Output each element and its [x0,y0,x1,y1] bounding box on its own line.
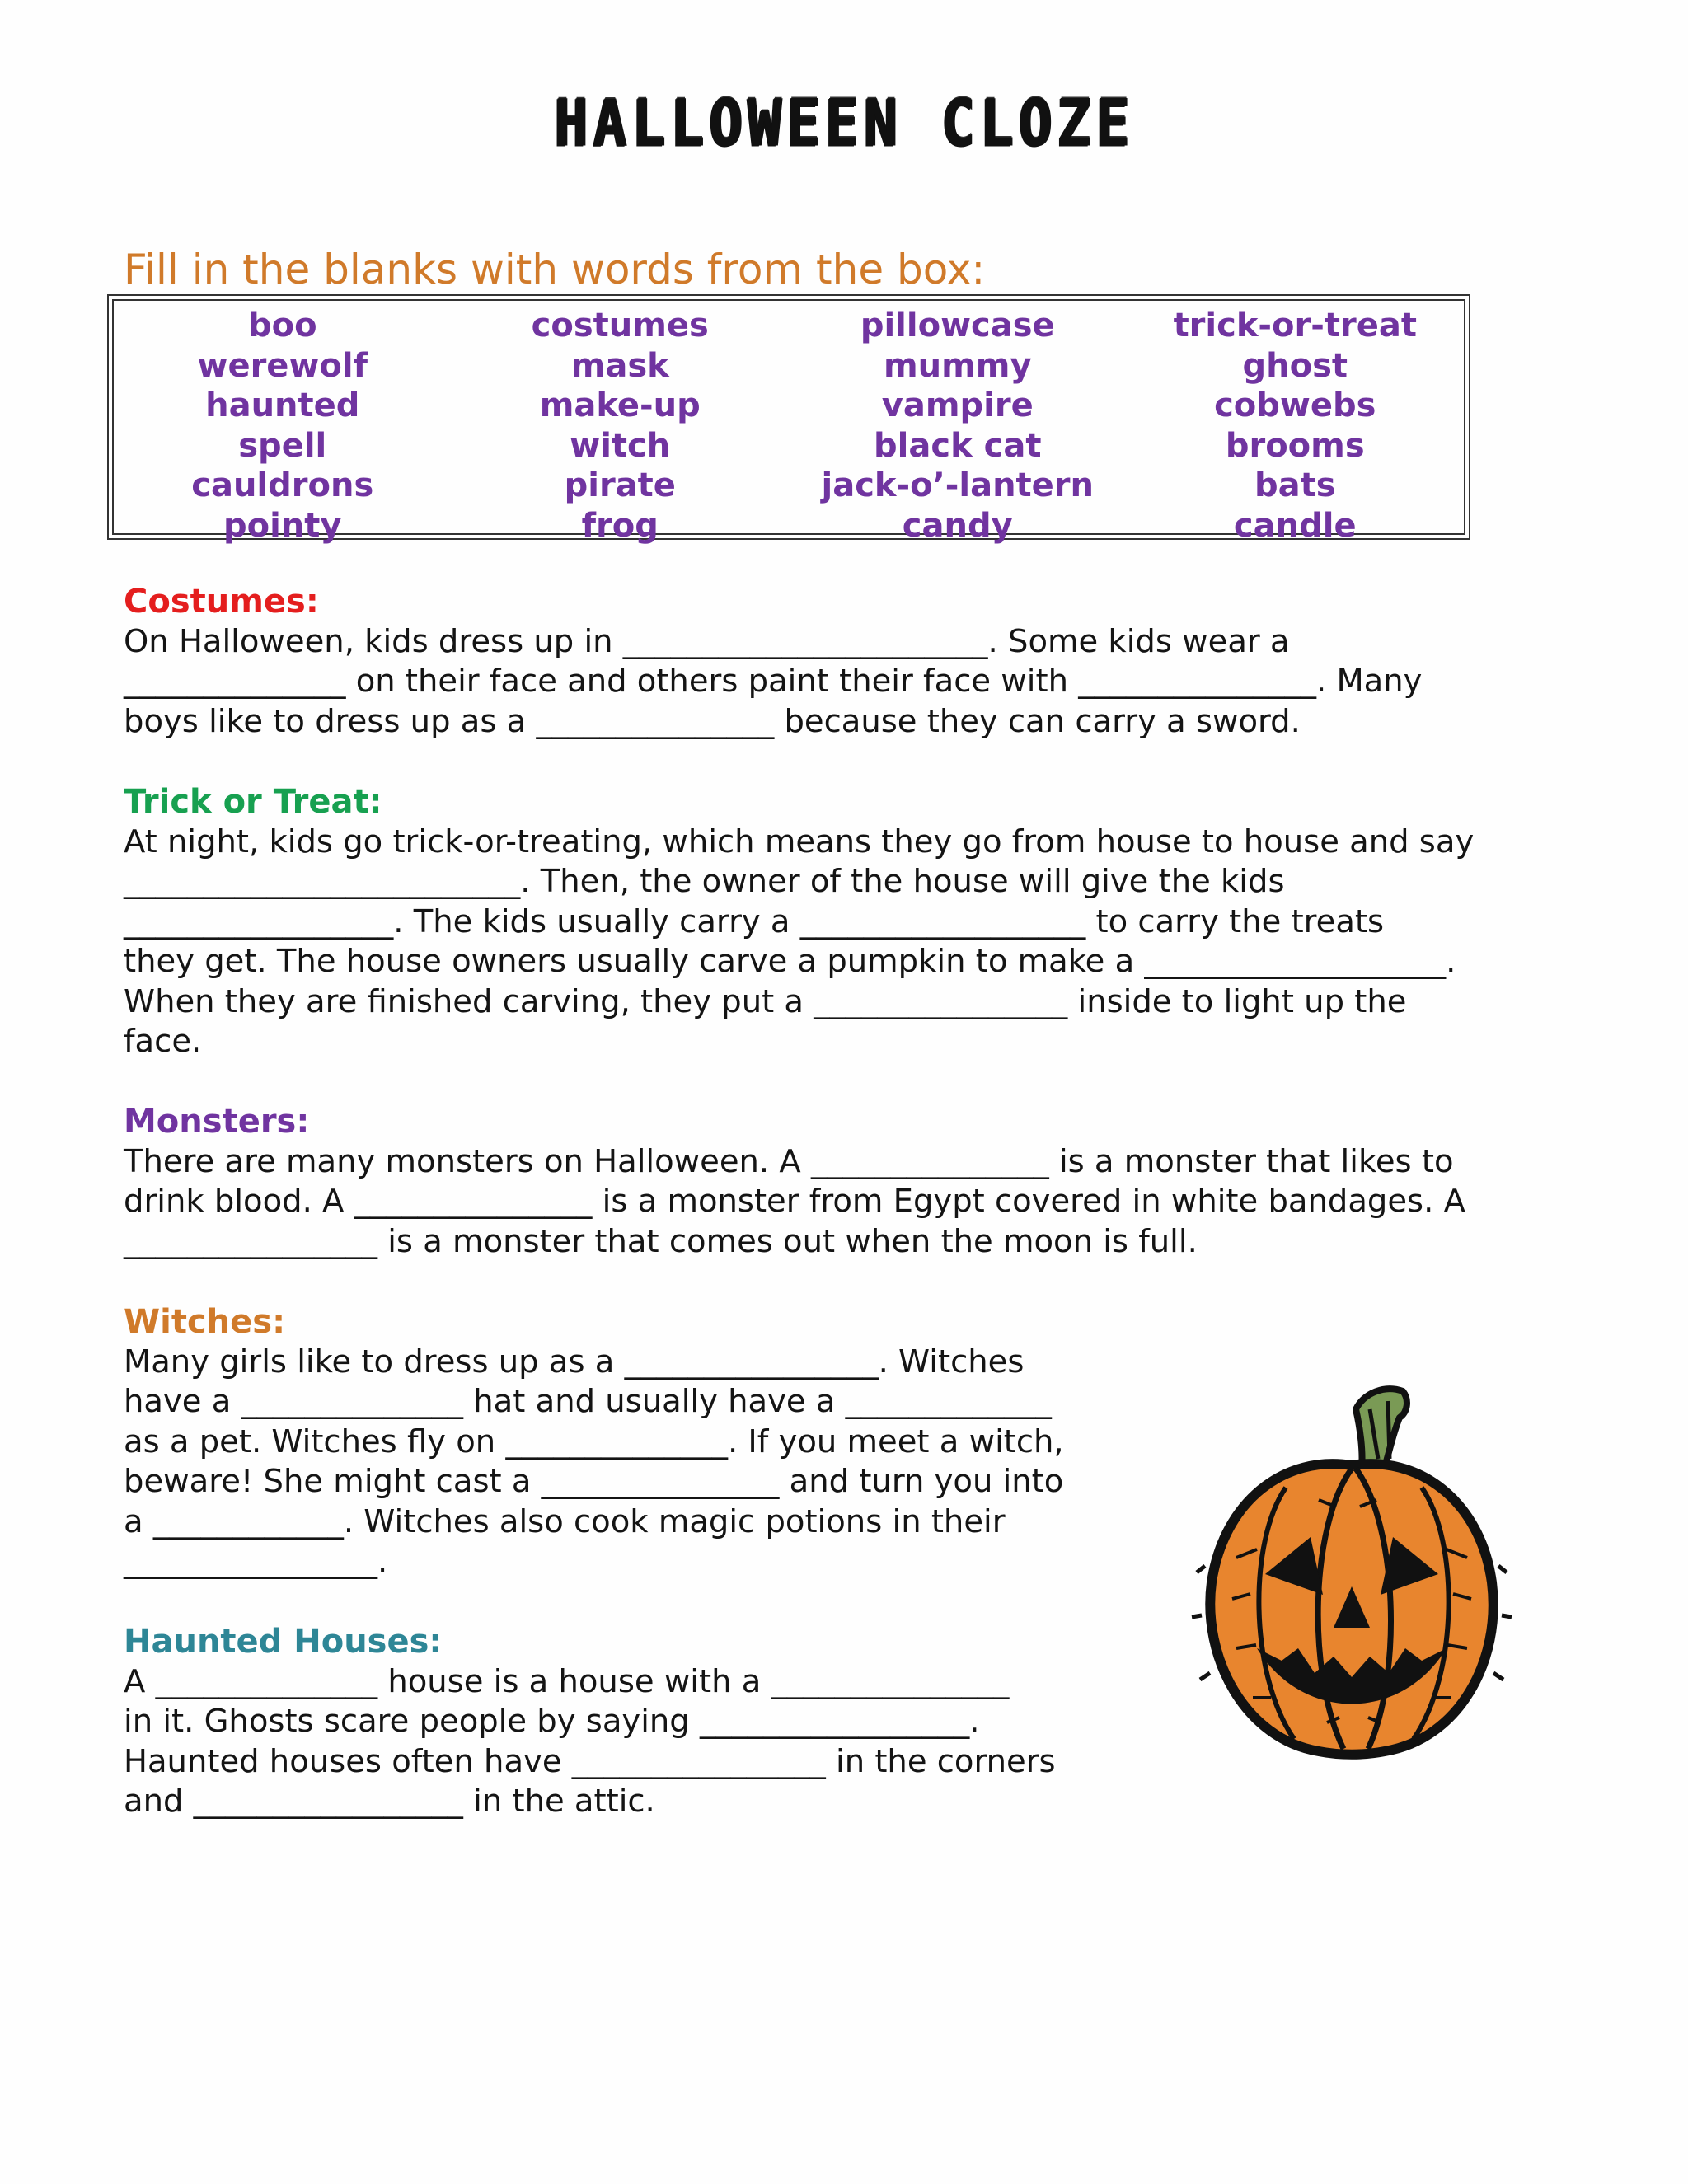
word-item: pointy [223,506,342,545]
word-column-3 [789,306,1127,546]
word-item: spell [238,426,327,465]
witches-heading: Witches: [124,1303,286,1341]
trick-heading: Trick or Treat: [124,783,382,821]
word-item: vampire [881,387,1034,424]
word-item: black cat [874,426,1042,465]
word-item: witch [570,426,671,465]
word-item: cauldrons [191,466,374,504]
word-item: candle [1233,506,1357,545]
costumes-heading: Costumes: [124,583,319,621]
haunted-heading: Haunted Houses: [124,1623,443,1661]
monsters-text: There are many monsters on Halloween. A _______________ is a monster that likes to drink blood. A _______________ is a monster from Egypt covered in white bandages. A ________________ is a monster that comes out when the moon is full. [124,1142,1465,1260]
word-box-inner [112,299,1465,545]
word-item: costumes [531,307,709,344]
word-column-2 [452,306,790,546]
instructions: Fill in the blanks with words from the box: [124,246,986,293]
section-costumes [124,582,1566,742]
word-item: jack-o’-lantern [821,466,1095,504]
haunted-text: A ______________ house is a house with a _______________ in it. Ghosts scare people by saying _________________. Haunted houses often have ________________ in the corners and _________________ in the attic. [124,1662,1056,1820]
word-item: mummy [883,346,1032,385]
trick-text: At night, kids go trick-or-treating, which means they go from house to house and say _________________________. Then, the owner of the house will give the kids _________________. The kids usually carry a __________________ to carry the treats they get. The house owners usually carve a pumpkin to make a ___________________. When they are finished carving, they put a ________________ inside to light up the face. [124,823,1475,1060]
word-item: pirate [564,466,676,504]
costumes-text: On Halloween, kids dress up in _______________________. Some kids wear a ______________ on their face and others paint their face with _______________. Many boys like to dress up as a _______________ because they can carry a sword. [124,622,1423,740]
word-item: trick-or-treat [1173,307,1417,344]
word-item: make-up [539,387,701,424]
witches-text: Many girls like to dress up as a ________________. Witches have a ______________ hat and usually have a _____________ as a pet. Witches fly on ______________. If you meet a witch, beware! She might cast a _______________ and turn you into a ____________. Witches also cook magic potions in their ________________. [124,1343,1064,1580]
word-item: cobwebs [1214,387,1376,424]
section-monsters [124,1102,1566,1262]
word-box [107,294,1470,545]
word-item: pillowcase [860,307,1055,344]
word-item: mask [570,346,669,385]
word-column-1 [114,306,452,546]
word-item: candy [902,506,1013,545]
word-column-4 [1127,306,1465,546]
word-item: boo [247,307,317,344]
monsters-heading: Monsters: [124,1103,310,1141]
word-item: haunted [205,387,360,424]
word-item: brooms [1225,426,1365,465]
jack-o-lantern-icon [1187,1376,1517,1772]
section-trick-or-treat [124,782,1566,1062]
word-item: bats [1254,466,1336,504]
word-item: frog [581,506,659,545]
word-item: ghost [1242,346,1348,385]
word-item: werewolf [197,346,368,385]
page-title: HALLOWEEN CLOZE [553,87,1135,162]
